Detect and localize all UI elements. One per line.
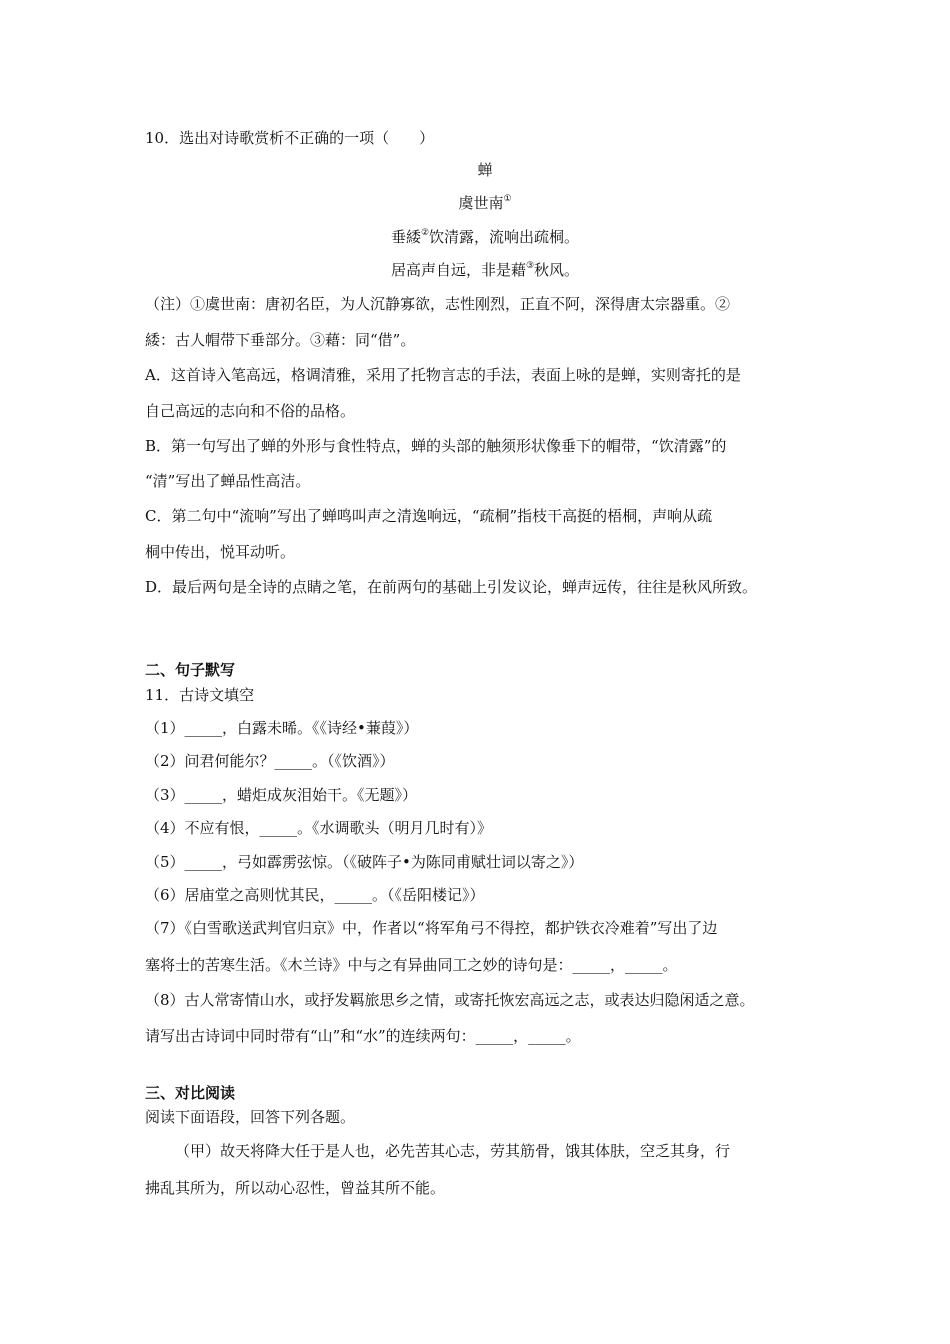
poem-author — [0, 193, 950, 213]
poem-note-line-1: （注）①虞世南：唐初名臣，为人沉静寡欲，志性刚烈，正直不阿，深得唐太宗器重。② — [145, 295, 731, 313]
passage-jia-line-1: （甲）故天将降大任于是人也，必先苦其心志，劳其筋骨，饿其体肤，空乏其身，行 — [175, 1142, 731, 1160]
fill-item-5: （5）_____，弓如霹雳弦惊。（《破阵子•为陈同甫赋壮词以寄之》） — [145, 853, 584, 871]
poem-line-1-part-a: 垂緌 — [390, 228, 421, 246]
footnote-mark-1: ① — [503, 194, 512, 204]
fill-item-1: （1）_____，白露未晞。《《诗经•蒹葭》） — [145, 719, 419, 737]
option-a-line-1: A．这首诗入笔高远，格调清雅，采用了托物言志的手法，表面上咏的是蝉，实则寄托的是 — [145, 366, 741, 384]
section-3-intro: 阅读下面语段，回答下列各题。 — [145, 1108, 356, 1126]
poem-line-1 — [0, 227, 950, 247]
poem-note-line-2: 緌：古人帽带下垂部分。③藉：同“借”。 — [145, 331, 416, 349]
poem-line-2 — [0, 260, 950, 280]
option-a-line-2: 自己高远的志向和不俗的品格。 — [145, 402, 356, 420]
poem-title: 蝉 — [477, 161, 493, 179]
fill-item-4: （4）不应有恨，_____。《水调歌头（明月几时有）》 — [145, 819, 493, 837]
option-d-line-1: D．最后两句是全诗的点睛之笔，在前两句的基础上引发议论，蝉声远传，往往是秋风所致。 — [145, 578, 758, 596]
option-c-line-1: C．第二句中“流响”写出了蝉鸣叫声之清逸响远，“疏桐”指枝干高挺的梧桐，声响从疏 — [145, 507, 713, 525]
option-c-line-2: 桐中传出，悦耳动听。 — [145, 543, 296, 561]
section-2-heading: 二、句子默写 — [145, 661, 236, 679]
fill-item-3: （3）_____，蜡炬成灰泪始干。《无题》） — [145, 786, 418, 804]
poem-line-1-part-b: 饮清露，流响出疏桐。 — [429, 228, 580, 246]
option-b-line-2: “清”写出了蝉品性高洁。 — [145, 472, 311, 490]
fill-item-7-line-2: 塞将士的苦寒生活。《木兰诗》中与之有异曲同工之妙的诗句是：_____，_____。 — [145, 956, 678, 974]
q11-stem: 11．古诗文填空 — [145, 686, 255, 704]
poem-line-2-part-b: 秋风。 — [534, 261, 580, 279]
section-3-heading: 三、对比阅读 — [145, 1084, 236, 1102]
passage-jia-line-2: 拂乱其所为，所以动心忍性，曾益其所不能。 — [145, 1179, 446, 1197]
fill-item-6: （6）居庙堂之高则忧其民，_____。（《岳阳楼记》） — [145, 886, 485, 904]
footnote-mark-3: ③ — [525, 261, 535, 271]
fill-item-7-line-1: （7）《白雪歌送武判官归京》中，作者以“将军角弓不得控，都护铁衣冷难着”写出了边 — [145, 919, 718, 937]
poem-author-name: 虞世南 — [458, 194, 504, 212]
poem-line-2-part-a: 居高声自远，非是藉 — [390, 261, 526, 279]
fill-item-8-line-1: （8）古人常寄情山水，或抒发羁旅思乡之情，或寄托恢宏高远之志，或表达归隐闲适之意。 — [145, 991, 755, 1009]
footnote-mark-2: ② — [420, 228, 430, 238]
option-b-line-1: B．第一句写出了蝉的外形与食性特点，蝉的头部的触须形状像垂下的帽带，“饮清露”的 — [145, 437, 727, 455]
fill-item-8-line-2: 请写出古诗词中同时带有“山”和“水”的连续两句：_____，_____。 — [145, 1027, 581, 1045]
fill-item-2: （2）问君何能尔？_____。（《饮酒》） — [145, 752, 395, 770]
q10-stem: 10．选出对诗歌赏析不正确的一项（ ） — [145, 129, 435, 147]
